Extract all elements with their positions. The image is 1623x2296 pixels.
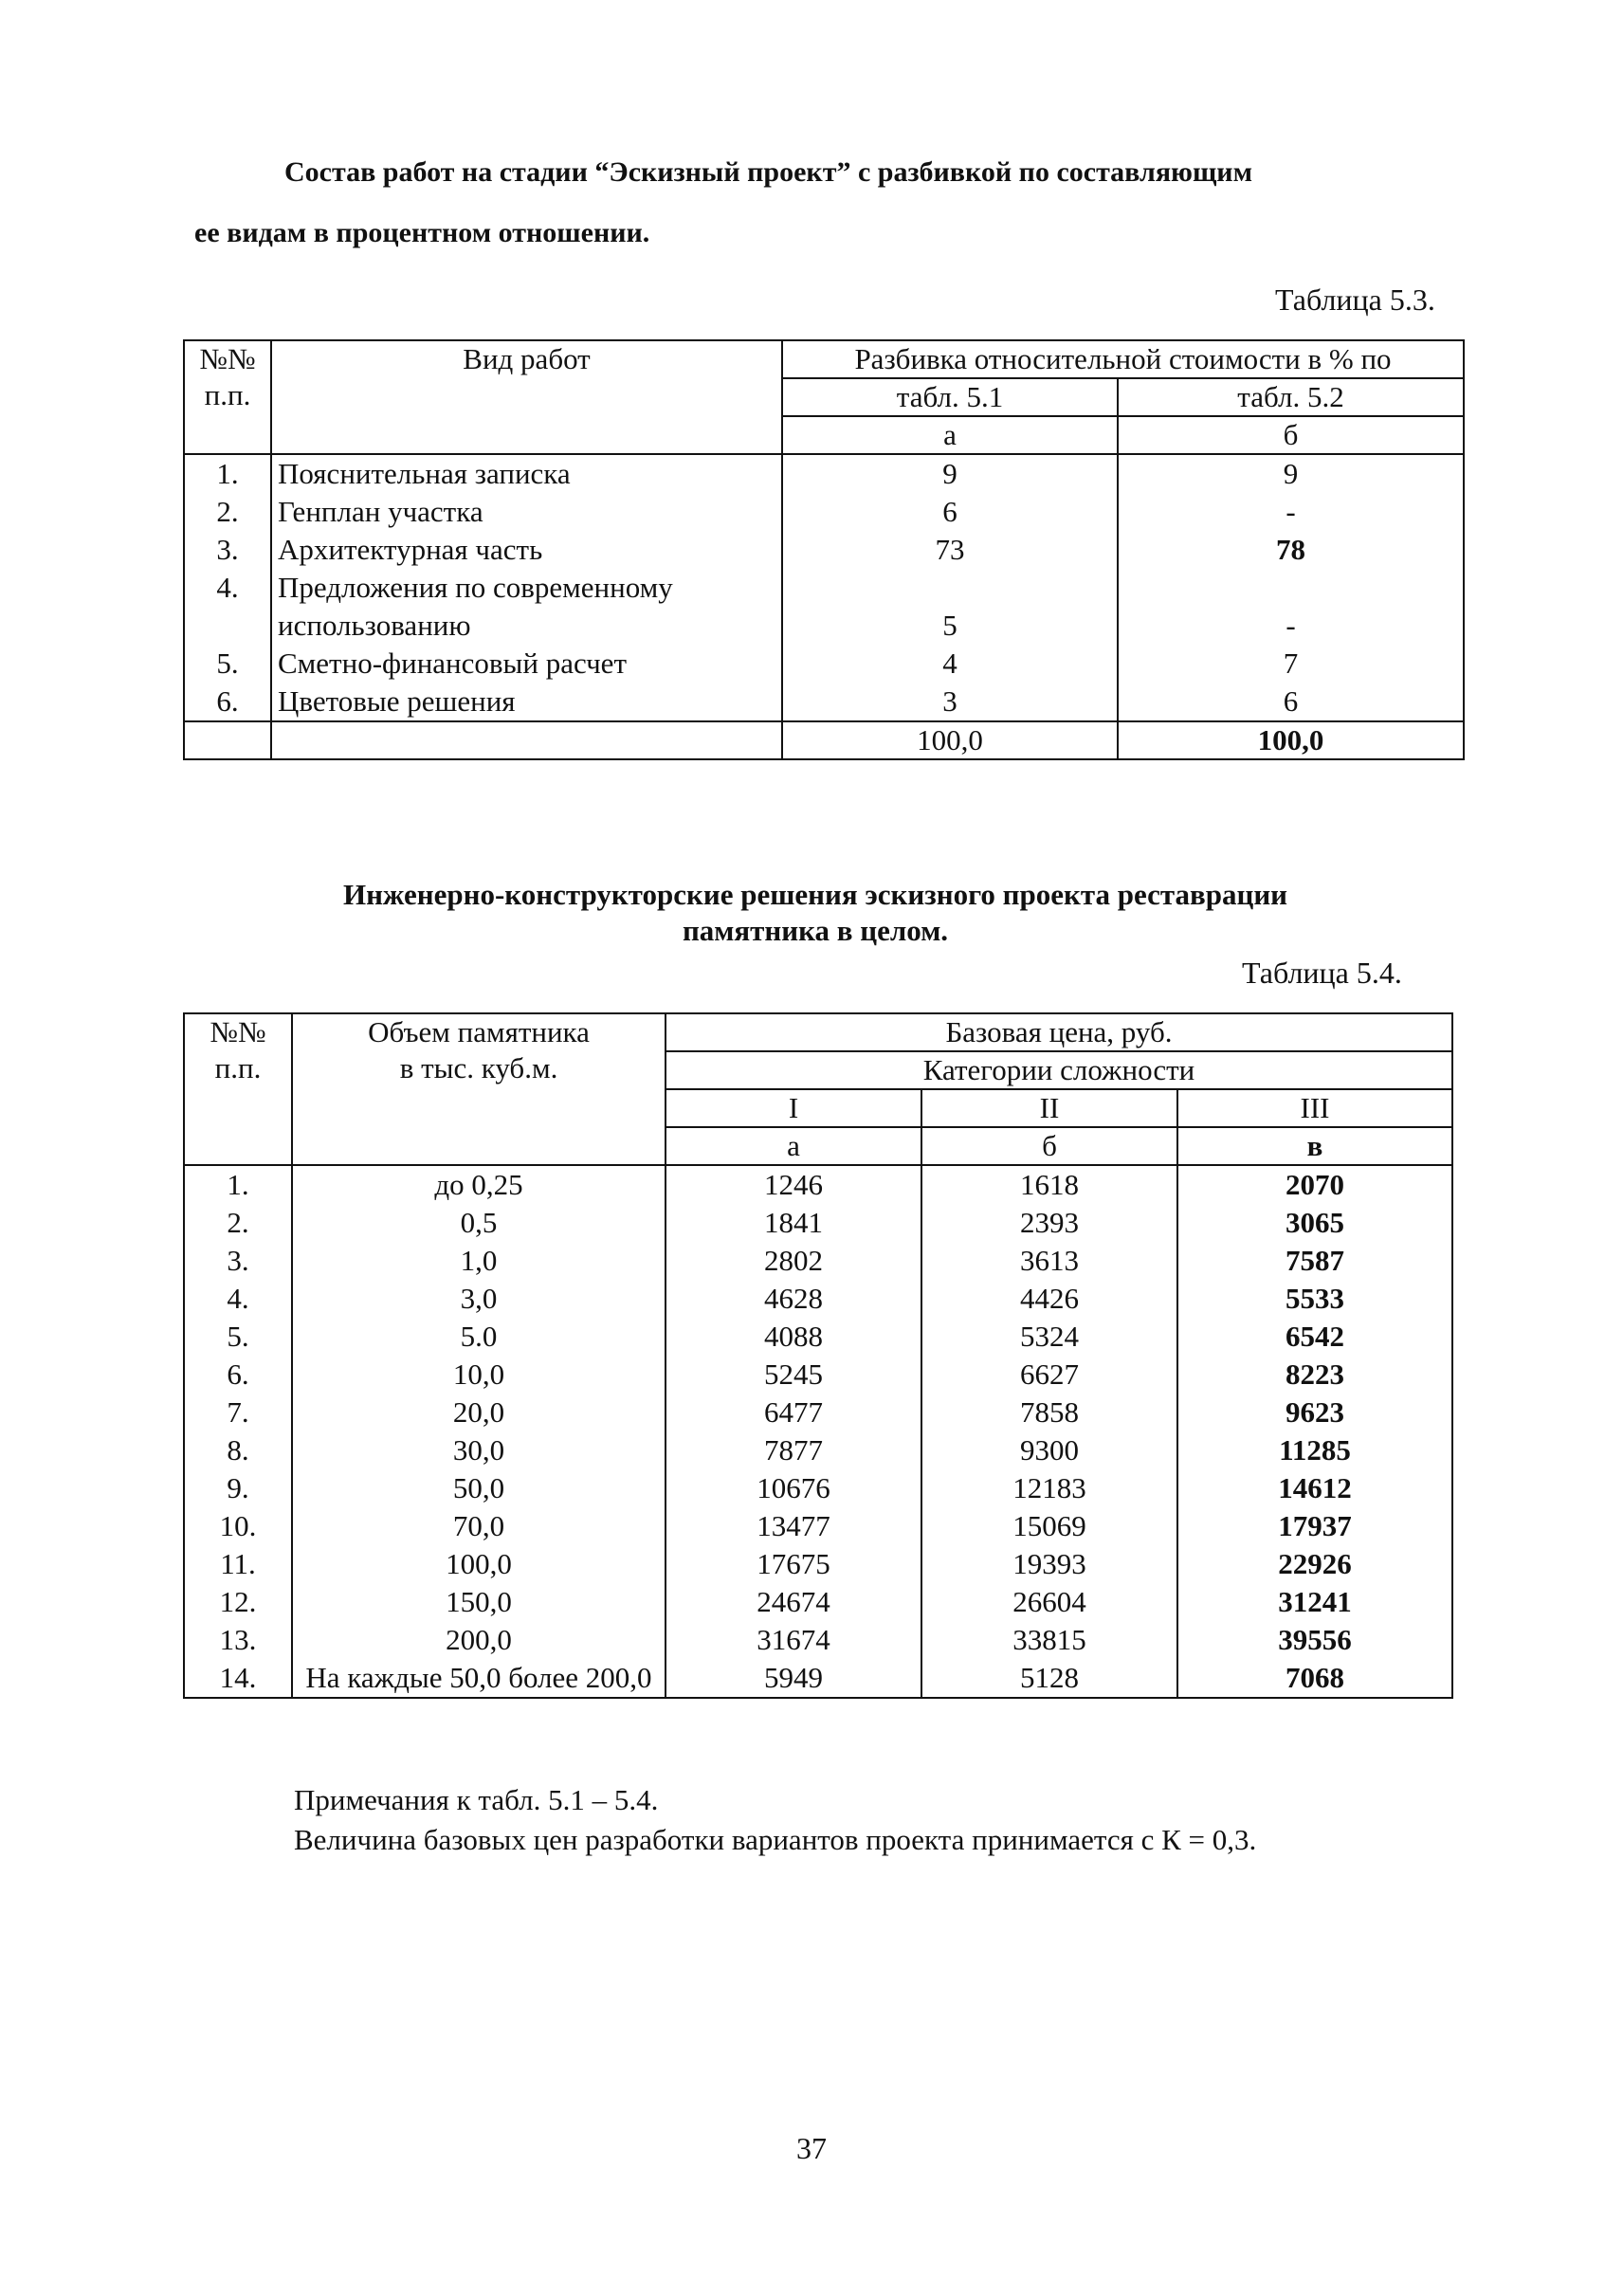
row-number: 8. <box>184 1431 292 1469</box>
header-volume-line2: в тыс. куб.м. <box>399 1051 558 1084</box>
header-volume-line1: Объем памятника <box>368 1015 590 1048</box>
row-price-1: 5245 <box>666 1356 921 1394</box>
total-empty-cell <box>271 721 782 759</box>
row-value-b: 78 <box>1118 531 1464 569</box>
row-price-3: 11285 <box>1177 1431 1452 1469</box>
table53-title <box>194 152 1460 254</box>
header-category-1: I <box>666 1089 921 1127</box>
row-price-1: 2802 <box>666 1242 921 1280</box>
row-number: 3. <box>184 1242 292 1280</box>
row-price-1: 4088 <box>666 1318 921 1356</box>
row-price-3: 39556 <box>1177 1621 1452 1659</box>
row-value-a: 73 <box>782 531 1118 569</box>
row-price-2: 12183 <box>921 1469 1177 1507</box>
table-5-4 <box>183 1012 1453 1699</box>
table-row <box>184 1204 1452 1242</box>
row-price-1: 1246 <box>666 1165 921 1204</box>
row-volume: до 0,25 <box>292 1165 666 1204</box>
row-volume: 0,5 <box>292 1204 666 1242</box>
total-empty-cell <box>184 721 271 759</box>
table-row <box>184 1318 1452 1356</box>
header-number: №№ п.п. <box>184 340 271 454</box>
row-number: 5. <box>184 645 271 683</box>
table53-title-line2: ее видам в процентном отношении. <box>194 217 650 248</box>
row-volume: 50,0 <box>292 1469 666 1507</box>
table53-title-line1: Состав работ на стадии “Эскизный проект” с разбивкой по составляющим <box>284 156 1253 188</box>
row-price-3: 14612 <box>1177 1469 1452 1507</box>
table-row <box>184 1545 1452 1583</box>
row-price-3: 7068 <box>1177 1659 1452 1698</box>
row-price-3: 6542 <box>1177 1318 1452 1356</box>
row-price-1: 24674 <box>666 1583 921 1621</box>
subheader-a: а <box>782 416 1118 454</box>
row-number: 10. <box>184 1507 292 1545</box>
row-number: 9. <box>184 1469 292 1507</box>
table-row <box>184 1659 1452 1698</box>
row-number: 5. <box>184 1318 292 1356</box>
header-number: №№ п.п. <box>184 1013 292 1165</box>
row-number: 4. <box>184 1280 292 1318</box>
row-volume: 1,0 <box>292 1242 666 1280</box>
table54-title <box>190 877 1441 949</box>
row-price-3: 22926 <box>1177 1545 1452 1583</box>
table54-title-line1: Инженерно-конструкторские решения эскизного проекта реставрации <box>342 878 1288 911</box>
row-price-1: 6477 <box>666 1394 921 1431</box>
header-category-2: II <box>921 1089 1177 1127</box>
table-row <box>184 1165 1452 1204</box>
row-value-a: 3 <box>782 683 1118 721</box>
row-number: 11. <box>184 1545 292 1583</box>
row-work: Цветовые решения <box>271 683 782 721</box>
table-row <box>184 569 1464 645</box>
subheader-a: а <box>666 1127 921 1165</box>
row-price-1: 4628 <box>666 1280 921 1318</box>
total-b: 100,0 <box>1118 721 1464 759</box>
row-work: Пояснительная записка <box>271 454 782 493</box>
row-number: 6. <box>184 683 271 721</box>
row-volume: На каждые 50,0 более 200,0 <box>292 1659 666 1698</box>
header-table-5-2: табл. 5.2 <box>1118 378 1464 416</box>
header-breakdown: Разбивка относительной стоимости в % по <box>782 340 1464 378</box>
table-row <box>184 1394 1452 1431</box>
row-number: 2. <box>184 1204 292 1242</box>
row-number: 12. <box>184 1583 292 1621</box>
row-price-2: 9300 <box>921 1431 1177 1469</box>
row-price-1: 10676 <box>666 1469 921 1507</box>
notes <box>294 1780 1256 1860</box>
row-value-b: 7 <box>1118 645 1464 683</box>
header-complexity: Категории сложности <box>666 1051 1452 1089</box>
subheader-b: б <box>1118 416 1464 454</box>
row-price-3: 31241 <box>1177 1583 1452 1621</box>
table-row <box>184 454 1464 493</box>
table54-title-line2: памятника в целом. <box>682 914 949 947</box>
row-price-2: 33815 <box>921 1621 1177 1659</box>
row-volume: 100,0 <box>292 1545 666 1583</box>
table-row <box>184 1280 1452 1318</box>
row-volume: 70,0 <box>292 1507 666 1545</box>
row-price-1: 5949 <box>666 1659 921 1698</box>
page-number: 37 <box>796 2131 827 2165</box>
row-value-b: - <box>1118 569 1464 645</box>
row-number: 1. <box>184 454 271 493</box>
row-work: Предложения по современному использованию <box>271 569 782 645</box>
row-value-a: 5 <box>782 569 1118 645</box>
row-price-2: 7858 <box>921 1394 1177 1431</box>
row-price-3: 17937 <box>1177 1507 1452 1545</box>
table-row <box>184 1583 1452 1621</box>
row-number: 7. <box>184 1394 292 1431</box>
table53-caption: Таблица 5.3. <box>1275 282 1435 317</box>
table-row <box>184 531 1464 569</box>
table-total-row <box>184 721 1464 759</box>
table-5-3 <box>183 339 1465 760</box>
subheader-b: б <box>921 1127 1177 1165</box>
row-volume: 20,0 <box>292 1394 666 1431</box>
header-volume <box>292 1013 666 1165</box>
table-row <box>184 493 1464 531</box>
row-price-1: 17675 <box>666 1545 921 1583</box>
row-work: Сметно-финансовый расчет <box>271 645 782 683</box>
table-row <box>184 1356 1452 1394</box>
subheader-v: в <box>1177 1127 1452 1165</box>
row-price-2: 15069 <box>921 1507 1177 1545</box>
table-row <box>184 1431 1452 1469</box>
row-volume: 10,0 <box>292 1356 666 1394</box>
row-price-2: 1618 <box>921 1165 1177 1204</box>
row-value-a: 4 <box>782 645 1118 683</box>
row-price-2: 5324 <box>921 1318 1177 1356</box>
row-volume: 30,0 <box>292 1431 666 1469</box>
row-price-1: 7877 <box>666 1431 921 1469</box>
row-number: 6. <box>184 1356 292 1394</box>
table54-caption: Таблица 5.4. <box>1242 956 1402 990</box>
row-price-2: 6627 <box>921 1356 1177 1394</box>
row-volume: 200,0 <box>292 1621 666 1659</box>
row-value-a: 6 <box>782 493 1118 531</box>
row-price-2: 26604 <box>921 1583 1177 1621</box>
row-price-3: 9623 <box>1177 1394 1452 1431</box>
row-price-2: 3613 <box>921 1242 1177 1280</box>
row-price-3: 2070 <box>1177 1165 1452 1204</box>
row-price-3: 3065 <box>1177 1204 1452 1242</box>
row-price-2: 2393 <box>921 1204 1177 1242</box>
row-price-2: 4426 <box>921 1280 1177 1318</box>
row-price-1: 1841 <box>666 1204 921 1242</box>
total-a: 100,0 <box>782 721 1118 759</box>
table-row <box>184 683 1464 721</box>
row-volume: 5.0 <box>292 1318 666 1356</box>
row-price-3: 7587 <box>1177 1242 1452 1280</box>
row-value-b: 6 <box>1118 683 1464 721</box>
notes-heading: Примечания к табл. 5.1 – 5.4. <box>294 1783 659 1816</box>
row-price-1: 31674 <box>666 1621 921 1659</box>
table-row <box>184 1469 1452 1507</box>
row-number: 4. <box>184 569 271 645</box>
row-price-3: 5533 <box>1177 1280 1452 1318</box>
row-number: 3. <box>184 531 271 569</box>
row-number: 13. <box>184 1621 292 1659</box>
header-base-price: Базовая цена, руб. <box>666 1013 1452 1051</box>
row-number: 14. <box>184 1659 292 1698</box>
row-price-2: 19393 <box>921 1545 1177 1583</box>
table-row <box>184 645 1464 683</box>
row-price-3: 8223 <box>1177 1356 1452 1394</box>
row-work: Архитектурная часть <box>271 531 782 569</box>
table-row <box>184 1507 1452 1545</box>
row-number: 2. <box>184 493 271 531</box>
header-category-3: III <box>1177 1089 1452 1127</box>
row-number: 1. <box>184 1165 292 1204</box>
header-table-5-1: табл. 5.1 <box>782 378 1118 416</box>
row-volume: 3,0 <box>292 1280 666 1318</box>
row-price-1: 13477 <box>666 1507 921 1545</box>
row-value-b: - <box>1118 493 1464 531</box>
table-row <box>184 1242 1452 1280</box>
header-work-type: Вид работ <box>271 340 782 454</box>
row-price-2: 5128 <box>921 1659 1177 1698</box>
notes-text: Величина базовых цен разработки вариантов проекта принимается с К = 0,3. <box>294 1823 1257 1856</box>
row-work: Генплан участка <box>271 493 782 531</box>
row-value-b: 9 <box>1118 454 1464 493</box>
table-row <box>184 1621 1452 1659</box>
row-value-a: 9 <box>782 454 1118 493</box>
row-volume: 150,0 <box>292 1583 666 1621</box>
